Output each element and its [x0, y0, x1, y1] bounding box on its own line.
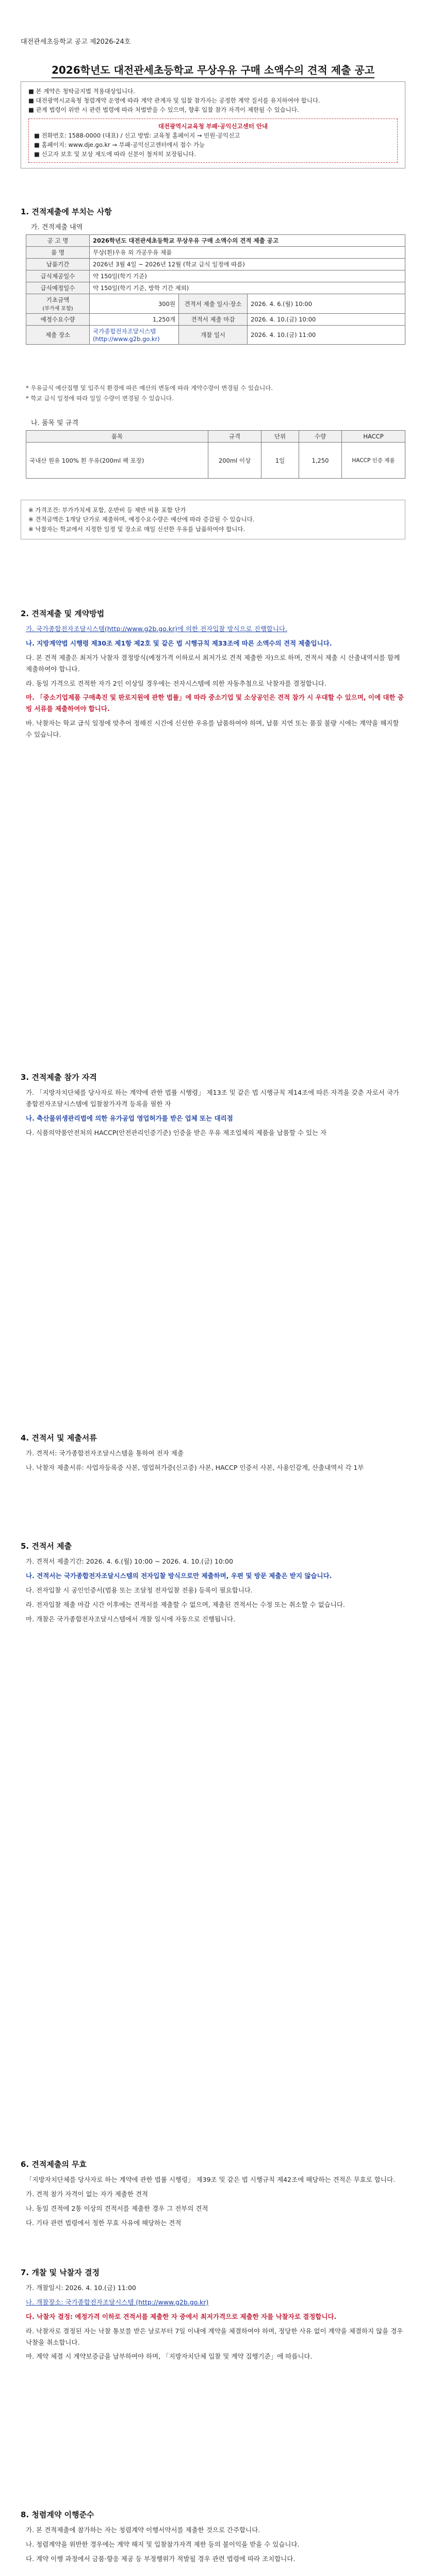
paragraph: 라. 전자입찰 제출 마감 시간 이후에는 견적서를 제출할 수 없으며, 제출된 견적서는 수정 또는 취소할 수 없습니다. [26, 1600, 345, 1608]
paragraph: 나. 축산물위생관리법에 의한 유가공업 영업허가를 받은 업체 또는 대리점 [26, 1114, 233, 1122]
paragraph: 나. 낙찰자 제출서류: 사업자등록증 사본, 영업허가증(신고증) 사본, HACCP 인증서 사본, 사용인감계, 산출내역서 각 1부 [26, 1463, 364, 1471]
paragraph: 다. 전자입찰 시 공인인증서(범용 또는 조달청 전자입찰 전용) 등록이 필요합니다. [26, 1586, 253, 1594]
section-6-heading: 6. 견적제출의 무효 [21, 2160, 87, 2169]
table-row [26, 235, 405, 247]
box-line: ※ 낙찰자는 학교에서 지정한 일정 및 장소로 매일 신선한 우유를 납품하여야 합니다. [28, 525, 245, 533]
table-row [26, 314, 405, 326]
paragraph: 가. 견적서 제출기간: 2026. 4. 6.(월) 10:00 ~ 2026. 4. 10.(금) 10:00 [26, 1557, 233, 1565]
cell: 1일 [261, 443, 299, 479]
paragraph: 마. 「중소기업제품 구매촉진 및 판로지원에 관한 법률」에 따라 중소기업 및 소상공인은 견적 참가 시 우대할 수 있으며, 이에 대한 증빙 서류를 제출하여야 합니다. [26, 693, 404, 713]
paragraph: 「지방자치단체를 당사자로 하는 계약에 관한 법률 시행령」 제39조 및 같은 법 시행규칙 제42조에 해당하는 견적은 무효로 합니다. [26, 2176, 396, 2183]
section-4-body [26, 1448, 405, 1477]
cell: 200ml 이상 [208, 443, 261, 479]
row-value: 2026. 4. 10.(금) 11:00 [248, 326, 405, 345]
bid-details-table [26, 234, 405, 345]
col-header: 규격 [208, 431, 261, 443]
row-label: 예정수요수량 [26, 314, 90, 326]
section-3-body [26, 1087, 405, 1142]
row-label: 납품기간 [26, 259, 90, 270]
section-7-body [26, 2282, 405, 2365]
section-2-heading: 2. 견적제출 및 계약방법 [21, 609, 105, 618]
row-value: 1,250개 [90, 314, 179, 326]
warn-line: ■ 신고자 보호 및 보상 제도에 따라 신분이 철저히 보장됩니다. [34, 150, 196, 158]
paragraph[interactable]: 나. 개찰장소: 국가종합전자조달시스템 (http://www.g2b.go.kr) [26, 2298, 209, 2306]
row-label: 급식예정일수 [26, 282, 90, 294]
paragraph: 가. 「지방자치단체를 당사자로 하는 계약에 관한 법률 시행령」 제13조 및 같은 법 시행규칙 제14조에 따른 자격을 갖춘 자로서 국가종합전자조달시스템에 입찰참가자격 등록을 필한 자 [26, 1089, 399, 1108]
section-8-heading: 8. 청렴계약 이행준수 [21, 2510, 94, 2519]
col-header: 품목 [26, 431, 208, 443]
warn-line: ■ 홈페이지: www.dje.go.kr → 부패·공익신고센터에서 접수 가능 [34, 141, 205, 149]
table-row [26, 294, 405, 314]
table-row [26, 443, 405, 479]
paragraph: 나. 동일 견적에 2통 이상의 견적서를 제출한 경우 그 전부의 견적 [26, 2204, 208, 2212]
anti-corruption-title: 대전광역시교육청 부패·공익신고센터 안내 [158, 123, 268, 130]
row-label: 개찰 일시 [179, 326, 248, 345]
row-value: 무상(흰)우유 외 가공우유 제품 [90, 247, 405, 259]
table-note: * 학교 급식 일정에 따라 일일 수량이 변경될 수 있습니다. [26, 395, 174, 402]
row-label: 견적서 제출 일시·장소 [179, 294, 248, 314]
section-5-body [26, 1556, 405, 1628]
row-label: 견적서 제출 마감 [179, 314, 248, 326]
table-row [26, 247, 405, 259]
paragraph: 나. 견적서는 국가종합전자조달시스템의 전자입찰 방식으로만 제출하며, 우편 및 방문 제출은 받지 않습니다. [26, 1571, 332, 1580]
row-value: 약 150일(학기 기준, 방학 기간 제외) [90, 282, 405, 294]
row-label: 기초금액 (부가세 포함) [26, 294, 90, 314]
intro-line: ■ 대전광역시교육청 청렴계약 운영에 따라 계약 관계자 및 입찰 참가자는 공정한 계약 질서를 유지하여야 합니다. [28, 96, 320, 104]
row-value: 약 150일(학기 기준) [90, 270, 405, 282]
paragraph: 가. 견적 참가 자격이 없는 자가 제출한 견적 [26, 2190, 149, 2198]
notice-number: 대전관세초등학교 공고 제2026-24호 [21, 38, 131, 46]
section-5-heading: 5. 견적서 제출 [21, 1541, 72, 1551]
title-text: 2026학년도 대전관세초등학교 무상우유 구매 소액수의 견적 제출 공고 [52, 64, 374, 78]
row-value: 2026. 4. 6.(월) 10:00 [248, 294, 405, 314]
section-6-body [26, 2174, 405, 2232]
paragraph: 가. 개찰일시: 2026. 4. 10.(금) 11:00 [26, 2284, 136, 2292]
paragraph: 다. 식품의약품안전처의 HACCP(안전관리인증기준) 인증을 받은 우유 제조업체의 제품을 납품할 수 있는 자 [26, 1128, 327, 1137]
paragraph: 마. 계약 체결 시 계약보증금을 납부하여야 하며, 「지방자치단체 입찰 및 계약 집행기준」에 따릅니다. [26, 2352, 313, 2361]
section-1b-heading: 나. 품목 및 규격 [31, 419, 78, 427]
row-value: 국가종합전자조달시스템 (http://www.g2b.go.kr) [90, 326, 179, 345]
col-header: HACCP [342, 431, 405, 443]
row-label: 제출 장소 [26, 326, 90, 345]
table-row [26, 259, 405, 270]
document-title [0, 62, 426, 77]
table-row [26, 282, 405, 294]
row-value: 300원 [90, 294, 179, 314]
paragraph: 다. 기타 관련 법령에서 정한 무효 사유에 해당하는 견적 [26, 2218, 182, 2227]
col-header: 단위 [261, 431, 299, 443]
section-7-heading: 7. 개찰 및 낙찰자 결정 [21, 2268, 100, 2277]
intro-box [21, 81, 405, 168]
section-1-heading: 1. 견적제출에 부치는 사항 [21, 207, 112, 216]
paragraph: 가. 국가종합전자조달시스템(http://www.g2b.go.kr)에 의한 전자입찰 방식으로 진행합니다. [26, 625, 287, 633]
paragraph: 가. 견적서: 국가종합전자조달시스템을 통하여 전자 제출 [26, 1449, 184, 1457]
paragraph: 가. 본 견적제출에 참가하는 자는 청렴계약 이행서약서를 제출한 것으로 간주합니다. [26, 2526, 260, 2534]
intro-line: ■ 관계 법령이 위반 시 관련 법령에 따라 처벌받을 수 있으며, 향후 입찰 참가 자격이 제한될 수 있습니다. [28, 106, 299, 113]
paragraph: 다. 본 견적 제출은 최저가 낙찰자 결정방식(예정가격 이하로서 최저가로 견적 제출한 자)으로 하며, 견적서 제출 시 산출내역서를 함께 제출하여야 합니다. [26, 653, 400, 673]
paragraph: 바. 낙찰자는 학교 급식 일정에 맞추어 정해진 시간에 신선한 우유를 납품하여야 하며, 납품 지연 또는 품질 불량 시에는 계약을 해지할 수 있습니다. [26, 719, 399, 738]
table-row [26, 270, 405, 282]
section-4-heading: 4. 견적서 및 제출서류 [21, 1433, 97, 1443]
section-2-body [26, 623, 405, 743]
table-row [26, 326, 405, 345]
paragraph: 다. 계약 이행 과정에서 금품·향응 제공 등 부정행위가 적발될 경우 관련 법령에 따라 조치합니다. [26, 2554, 296, 2563]
section-3-heading: 3. 견적제출 참가 자격 [21, 1073, 97, 1082]
col-header: 수량 [299, 431, 342, 443]
box-line: ※ 견적금액은 1개당 단가로 제출하며, 예정수요수량은 예산에 따라 증감될 수 있습니다. [28, 516, 255, 523]
table-header-row [26, 431, 405, 443]
cell: HACCP 인증 제품 [342, 443, 405, 479]
row-value: 2026. 4. 10.(금) 10:00 [248, 314, 405, 326]
row-label: 품 명 [26, 247, 90, 259]
row-label: 공 고 명 [26, 235, 90, 247]
cell: 1,250 [299, 443, 342, 479]
row-value: 2026학년도 대전관세초등학교 무상우유 구매 소액수의 견적 제출 공고 [90, 235, 405, 247]
row-value: 2026년 3월 4일 ~ 2026년 12월 (학교 급식 일정에 따름) [90, 259, 405, 270]
row-label: 급식제공일수 [26, 270, 90, 282]
anti-corruption-box [28, 118, 398, 162]
table-note: * 우유급식 예산집행 및 입주식 환경에 따른 예산의 변동에 따라 계약수량이 변경될 수 있습니다. [26, 384, 273, 392]
price-conditions-box [21, 500, 405, 539]
cell: 국내산 원유 100% 흰 우유(200ml 팩 포장) [26, 443, 208, 479]
section-8-body [26, 2524, 405, 2568]
paragraph: 다. 낙찰자 결정: 예정가격 이하로 견적서를 제출한 자 중에서 최저가격으로 제출한 자를 낙찰자로 결정합니다. [26, 2312, 337, 2320]
intro-line: ■ 본 계약은 청탁금지법 적용대상입니다. [28, 88, 135, 95]
section-1a-heading: 가. 견적제출 내역 [31, 224, 83, 231]
box-line: ※ 가격조건: 부가가치세 포함, 운반비 등 제반 비용 포함 단가 [28, 506, 186, 514]
paragraph: 라. 동일 가격으로 견적한 자가 2인 이상일 경우에는 전자시스템에 의한 자동추첨으로 낙찰자를 결정합니다. [26, 679, 326, 687]
paragraph: 라. 낙찰자로 결정된 자는 낙찰 통보를 받은 날로부터 7일 이내에 계약을 체결하여야 하며, 정당한 사유 없이 계약을 체결하지 않을 경우 낙찰을 취소합니다. [26, 2327, 403, 2346]
paragraph: 나. 청렴계약을 위반한 경우에는 계약 해지 및 입찰참가자격 제한 등의 불이익을 받을 수 있습니다. [26, 2540, 300, 2548]
warn-line: ■ 전화번호: 1588-0000 (대표) / 신고 방법: 교육청 홈페이지 → 민원·공익신고 [34, 132, 240, 140]
item-spec-table [26, 430, 405, 479]
paragraph: 나. 지방계약법 시행령 제30조 제1항 제2호 및 같은 법 시행규칙 제33조에 따른 소액수의 견적 제출입니다. [26, 639, 332, 647]
paragraph: 마. 개찰은 국가종합전자조달시스템에서 개찰 일시에 자동으로 진행됩니다. [26, 1615, 236, 1623]
